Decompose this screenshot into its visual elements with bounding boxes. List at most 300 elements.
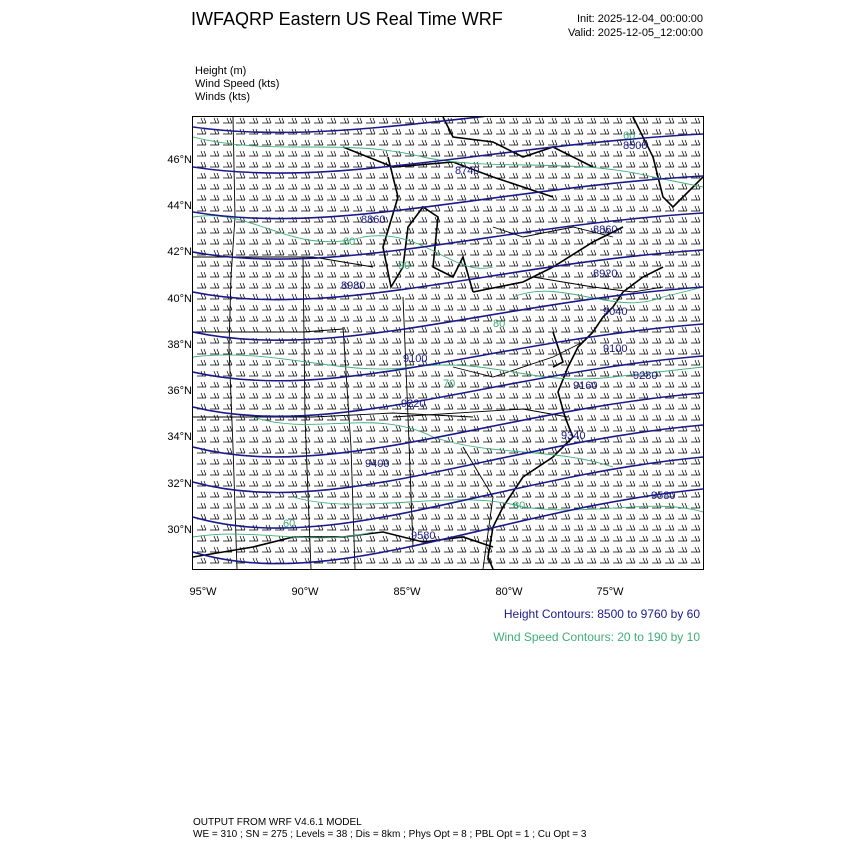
wind-barb [301,470,310,475]
wind-barb [275,360,284,365]
wind-contour-label: 60 [343,236,356,248]
wind-barb [366,415,375,420]
wind-barb [652,481,661,486]
wind-barb [509,261,518,266]
height-contour-line [193,393,703,457]
wind-barb [652,206,661,211]
wind-barb [639,481,648,486]
wind-barb [379,393,388,398]
wind-contour-label: 60 [623,130,636,142]
wind-barb [444,217,453,222]
wind-barb [249,404,258,409]
wind-barb [392,305,401,310]
wind-barb [301,250,310,255]
wind-barb [496,470,505,475]
wind-barb [665,558,674,563]
wind-barb [314,206,323,211]
wind-barb [678,492,687,497]
wind-barb [587,338,596,343]
wind-barb [639,206,648,211]
wind-barb [496,261,505,266]
wind-barb [327,404,336,409]
wind-barb [249,492,258,497]
wind-barb [314,459,323,464]
wind-barb [392,382,401,387]
wind-barb [379,349,388,354]
wind-barb [470,481,479,486]
wind-barb [418,239,427,244]
chart-title: IWFAQRP Eastern US Real Time WRF [191,9,503,29]
wind-barb [314,470,323,475]
wind-barb [418,448,427,453]
wind-barb [691,206,700,211]
wind-barb [600,514,609,519]
wind-barb [288,140,297,145]
wind-barb [327,118,336,123]
wind-barb [353,349,362,354]
wind-barb [639,404,648,409]
wind-barb [210,272,219,277]
wind-barb [314,151,323,156]
wind-barb [678,360,687,365]
wind-barb [366,327,375,332]
wind-barb [548,294,557,299]
wind-barb [470,129,479,134]
wind-barb [210,283,219,288]
wind-barb [340,459,349,464]
wind-barb [457,459,466,464]
wind-barb [600,448,609,453]
footer-model: OUTPUT FROM WRF V4.6.1 MODEL [193,817,362,828]
wind-barb [392,525,401,530]
wind-barb [340,338,349,343]
height-contour-label: 8740 [455,165,480,177]
wind-barb [236,118,245,123]
wind-barb [535,503,544,508]
wind-barb [522,195,531,200]
wind-barb [405,558,414,563]
wind-barb [470,349,479,354]
wind-barb [457,415,466,420]
wind-barb [366,360,375,365]
wind-barb [509,338,518,343]
wind-barb [548,404,557,409]
wind-barb [652,316,661,321]
wind-barb [275,283,284,288]
wind-barb [574,514,583,519]
wind-barb [392,217,401,222]
wind-barb [275,118,284,123]
wind-barb [418,514,427,519]
wind-barb [301,151,310,156]
wind-barb [561,206,570,211]
wind-barb [236,228,245,233]
height-contour-label: 9100 [603,343,628,355]
wind-barb [652,129,661,134]
wind-barb [522,261,531,266]
lat-label: 34°N [167,431,192,443]
wind-barb [197,470,206,475]
wind-barb [340,140,349,145]
wind-barb [691,195,700,200]
wind-barb [340,360,349,365]
wind-barb [327,316,336,321]
wind-barb [483,217,492,222]
wind-barb [327,492,336,497]
wind-barb [574,206,583,211]
wind-barb [301,349,310,354]
wind-barb [587,206,596,211]
wind-barb [483,404,492,409]
height-legend: Height Contours: 8500 to 9760 by 60 [503,607,700,621]
wind-barb [366,272,375,277]
wind-barb [288,206,297,211]
wind-barb [405,173,414,178]
wind-barb [535,470,544,475]
wind-barb [639,470,648,475]
wind-barb [535,283,544,288]
wind-barb [639,294,648,299]
wind-barb [600,162,609,167]
wind-barb [366,525,375,530]
wind-barb [210,470,219,475]
wind-barb [366,129,375,134]
wind-barb [197,426,206,431]
wind-barb [691,338,700,343]
wind-barb [535,184,544,189]
wind-barb [548,118,557,123]
wind-barb [626,448,635,453]
wind-barb [496,184,505,189]
wind-barb [288,305,297,310]
wind-barb [210,118,219,123]
wind-barb [665,305,674,310]
wind-barb [587,426,596,431]
wind-barb [587,415,596,420]
wind-barb [197,382,206,387]
wind-barb [483,239,492,244]
wind-barb [522,283,531,288]
wind-barb [379,173,388,178]
wind-barb [509,459,518,464]
wind-barb [431,140,440,145]
height-contour-label: 9340 [561,430,586,442]
wind-barb [197,173,206,178]
wind-barb [236,316,245,321]
wind-barb [665,415,674,420]
wind-barb [392,448,401,453]
wind-barb [392,140,401,145]
wind-barb [444,514,453,519]
wind-barb [613,184,622,189]
wind-barb [639,316,648,321]
wind-barb [574,316,583,321]
wind-barb [392,360,401,365]
wind-barb [288,393,297,398]
wind-barb [548,316,557,321]
wind-barb [249,536,258,541]
wind-barb [626,514,635,519]
wind-barb [587,371,596,376]
wind-barb [275,547,284,552]
wind-barb [522,140,531,145]
wind-barb [535,217,544,222]
wind-barb [327,217,336,222]
wind-barb [535,162,544,167]
wind-barb [392,558,401,563]
wind-barb [418,338,427,343]
wind-barb [314,305,323,310]
wind-barb [223,360,232,365]
wind-barb [639,338,648,343]
wind-barb [691,151,700,156]
wind-barb [587,492,596,497]
wind-barb [314,382,323,387]
wind-barb [665,140,674,145]
wind-barb [314,283,323,288]
wind-barb [691,217,700,222]
wind-barb [613,327,622,332]
wind-barb [548,206,557,211]
wind-barb [626,415,635,420]
wind-barb [587,305,596,310]
wind-barb [366,492,375,497]
wind-barb [301,371,310,376]
wind-barb [379,448,388,453]
lat-label: 36°N [167,385,192,397]
wind-barb [275,393,284,398]
wind-barb [613,239,622,244]
wind-barb [275,316,284,321]
wind-barb [249,360,258,365]
wind-barb [626,382,635,387]
wind-barb [314,195,323,200]
wind-barb [366,173,375,178]
wind-barb [223,371,232,376]
wind-barb [327,349,336,354]
wind-barb [613,415,622,420]
wind-barb [665,525,674,530]
wind-barb [691,459,700,464]
wind-barb [600,536,609,541]
wind-barb [366,206,375,211]
wind-barb [236,184,245,189]
wind-contour-label: 90 [398,260,411,272]
wind-barb [470,393,479,398]
wind-barb [678,140,687,145]
wind-barb [496,217,505,222]
wind-barb [262,426,271,431]
wind-barb [561,503,570,508]
wind-barb [457,492,466,497]
wind-barb [418,294,427,299]
wind-barb [340,118,349,123]
wind-barb [236,206,245,211]
wind-barb [392,118,401,123]
wind-barb [275,558,284,563]
wind-barb [418,503,427,508]
wind-barb [405,338,414,343]
wind-barb [548,492,557,497]
wind-barb [327,426,336,431]
wind-barb [483,283,492,288]
wind-barb [613,437,622,442]
wind-barb [457,349,466,354]
wind-barb [496,547,505,552]
wind-barb [275,305,284,310]
wind-barb [379,140,388,145]
wind-barb [548,503,557,508]
wind-barb [249,272,258,277]
wind-barb [223,349,232,354]
wind-barb [613,360,622,365]
wind-barb [496,250,505,255]
wind-barb [353,470,362,475]
wind-barb [288,448,297,453]
wind-barb [665,239,674,244]
map-canvas [193,117,703,569]
wind-barb [483,415,492,420]
wind-barb [522,327,531,332]
wind-barb [535,316,544,321]
wind-barb [236,349,245,354]
wind-barb [340,371,349,376]
wind-barb [444,448,453,453]
wind-barb [431,492,440,497]
wind-barb [379,525,388,530]
wind-barb [431,514,440,519]
wind-barb [262,382,271,387]
wind-barb [197,360,206,365]
wind-barb [652,349,661,354]
wind-barb [236,448,245,453]
wind-barb [197,525,206,530]
height-contour-label: 8500 [623,140,648,152]
wind-barb [366,393,375,398]
wind-barb [496,129,505,134]
wind-barb [444,316,453,321]
wind-barb [249,437,258,442]
wind-barb [275,371,284,376]
wind-barb [236,261,245,266]
wind-barb [613,195,622,200]
wind-barb [548,239,557,244]
wind-barb [288,547,297,552]
wind-barb [340,481,349,486]
wind-barb [288,272,297,277]
wind-barb [665,481,674,486]
wind-barb [314,437,323,442]
wind-barb [678,514,687,519]
wind-barb [483,393,492,398]
wind-barb [392,492,401,497]
wind-barb [353,173,362,178]
wind-barb [210,349,219,354]
wind-barb [600,151,609,156]
wind-barb [496,360,505,365]
wind-barb [522,404,531,409]
wind-barb [223,415,232,420]
wind-barb [392,393,401,398]
wind-barb [548,470,557,475]
wind-barb [470,492,479,497]
wind-barb [288,437,297,442]
wind-barb [340,305,349,310]
wind-barb [561,514,570,519]
wind-barb [236,481,245,486]
wind-barb [275,327,284,332]
wind-barb [288,250,297,255]
wind-barb [639,536,648,541]
wind-barb [587,349,596,354]
wind-barb [262,547,271,552]
wind-barb [210,195,219,200]
wind-barb [340,162,349,167]
wind-barb [691,547,700,552]
wind-barb [275,426,284,431]
wind-barb [340,404,349,409]
wind-barb [314,404,323,409]
wind-barb [262,151,271,156]
wind-barb [639,393,648,398]
wind-barb [548,360,557,365]
wind-barb [444,228,453,233]
height-contour-label: 8860 [361,214,386,226]
wind-barb [600,393,609,398]
wind-barb [249,195,258,200]
wind-barb [262,206,271,211]
wind-barb [405,514,414,519]
field-label-wind-speed: Wind Speed (kts) [195,78,280,90]
wind-barb [496,239,505,244]
wind-barb [561,481,570,486]
wind-barb [249,140,258,145]
wind-barb [600,206,609,211]
wind-barb [418,316,427,321]
wind-barb [392,338,401,343]
wind-barb [392,129,401,134]
wind-barb [327,448,336,453]
wind-barb [210,404,219,409]
wind-barb [275,470,284,475]
wind-barb [210,184,219,189]
wind-barb [652,558,661,563]
wind-barb [236,162,245,167]
wind-barb [613,371,622,376]
wind-barb [210,217,219,222]
wind-barb [223,470,232,475]
wind-barb [457,129,466,134]
wind-barb [444,250,453,255]
wind-barb [197,129,206,134]
wind-barb [574,305,583,310]
wind-barb [665,217,674,222]
wind-barb [548,272,557,277]
wind-barb [548,151,557,156]
wind-barb [444,525,453,530]
wind-barb [418,382,427,387]
wind-barb [574,327,583,332]
wind-barb [457,272,466,277]
wind-barb [613,470,622,475]
wind-barb [262,371,271,376]
wind-barb [249,426,258,431]
wind-barb [444,404,453,409]
wind-barb [210,239,219,244]
wind-barb [314,481,323,486]
wind-barb [392,470,401,475]
wind-barb [275,437,284,442]
